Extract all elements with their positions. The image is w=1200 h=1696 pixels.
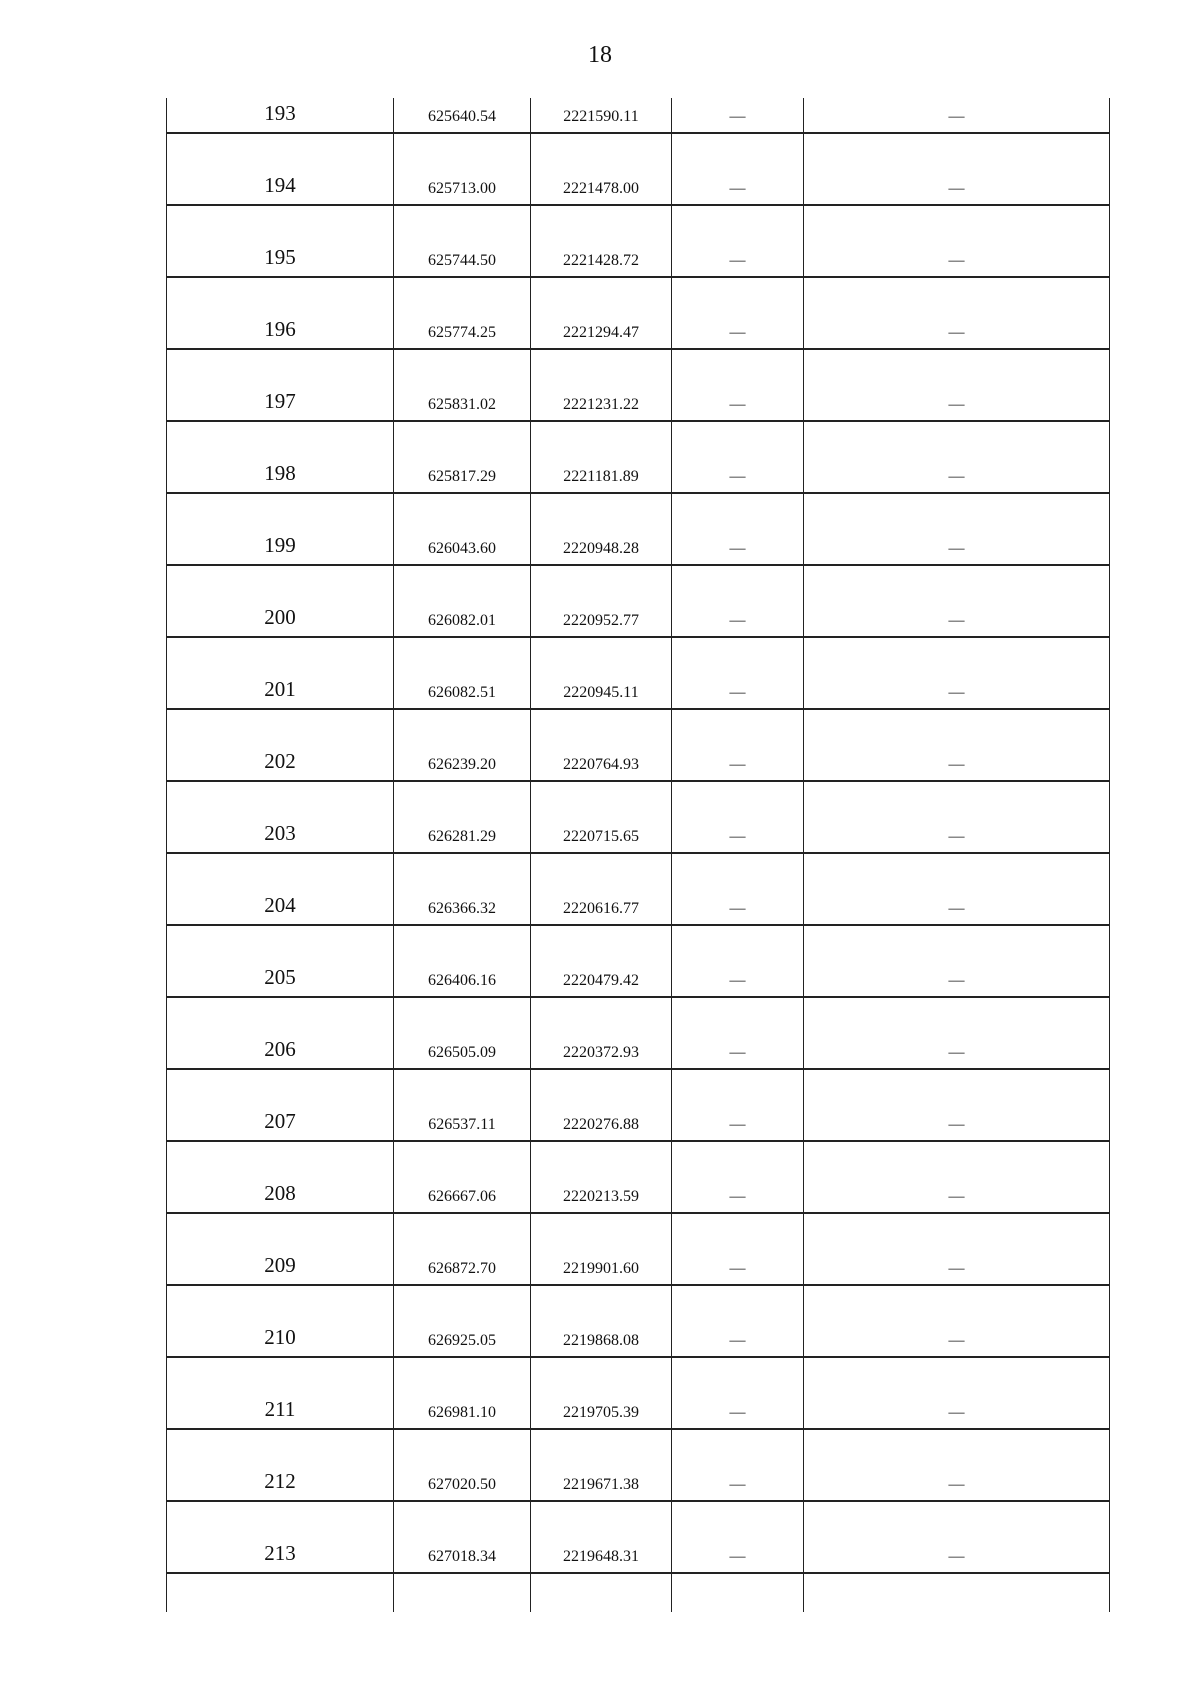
x-coordinate-text: 626981.10 xyxy=(428,1404,496,1421)
y-coordinate-text: 2220715.65 xyxy=(563,828,639,845)
y-coordinate-text: 2221478.00 xyxy=(563,180,639,197)
table-row xyxy=(166,638,1110,710)
dash-mark: — xyxy=(729,1332,746,1349)
y-coordinate-text: 2220213.59 xyxy=(563,1188,639,1205)
x-coordinate-text: 626281.29 xyxy=(428,828,496,845)
x-coordinate-text: 626406.16 xyxy=(428,972,496,989)
dash-mark: — xyxy=(729,1548,746,1565)
dash-mark: — xyxy=(729,540,746,557)
dash-mark: — xyxy=(729,1260,746,1277)
y-coordinate-text: 2221231.22 xyxy=(563,396,639,413)
dash-mark: — xyxy=(948,1116,965,1133)
column-5-cell xyxy=(803,1214,1110,1284)
column-4-cell xyxy=(671,1286,803,1356)
point-number-cell xyxy=(166,926,393,996)
x-coordinate-text: 626366.32 xyxy=(428,900,496,917)
point-number-text: 210 xyxy=(264,1325,296,1349)
table-row xyxy=(166,854,1110,926)
point-number-cell xyxy=(166,278,393,348)
column-4-cell xyxy=(671,710,803,780)
page-number: 18 xyxy=(588,42,612,68)
point-number-text: 194 xyxy=(264,173,296,197)
dash-mark: — xyxy=(729,468,746,485)
x-coordinate-text: 626082.51 xyxy=(428,684,496,701)
column-5-cell xyxy=(803,998,1110,1068)
point-number-text: 195 xyxy=(264,245,296,269)
column-4-cell xyxy=(671,638,803,708)
x-coordinate-cell xyxy=(393,998,530,1068)
point-number-cell xyxy=(166,998,393,1068)
column-4-cell xyxy=(671,782,803,852)
table-row xyxy=(166,350,1110,422)
y-coordinate-text: 2221428.72 xyxy=(563,252,639,269)
dash-mark: — xyxy=(729,252,746,269)
dash-mark: — xyxy=(729,1404,746,1421)
dash-mark: — xyxy=(948,1260,965,1277)
point-number-text: 200 xyxy=(264,605,296,629)
dash-mark: — xyxy=(729,612,746,629)
dash-mark: — xyxy=(948,828,965,845)
x-coordinate-cell xyxy=(393,1358,530,1428)
column-4-cell xyxy=(671,98,803,132)
x-coordinate-text: 626925.05 xyxy=(428,1332,496,1349)
point-number-cell xyxy=(166,1430,393,1500)
y-coordinate-text: 2219671.38 xyxy=(563,1476,639,1493)
column-5-cell xyxy=(803,422,1110,492)
dash-mark: — xyxy=(948,324,965,341)
y-coordinate-text: 2219868.08 xyxy=(563,1332,639,1349)
column-5-cell xyxy=(803,494,1110,564)
table-row xyxy=(166,926,1110,998)
point-number-cell xyxy=(166,782,393,852)
column-5-cell xyxy=(803,638,1110,708)
dash-mark: — xyxy=(948,1476,965,1493)
dash-mark: — xyxy=(948,468,965,485)
dash-mark: — xyxy=(948,1188,965,1205)
y-coordinate-cell xyxy=(530,854,671,924)
x-coordinate-text: 625817.29 xyxy=(428,468,496,485)
column-5-cell xyxy=(803,350,1110,420)
column-4-cell xyxy=(671,566,803,636)
point-number-text: 209 xyxy=(264,1253,296,1277)
x-coordinate-cell xyxy=(393,422,530,492)
empty-cell xyxy=(166,1574,393,1612)
x-coordinate-text: 626043.60 xyxy=(428,540,496,557)
y-coordinate-text: 2221590.11 xyxy=(563,108,639,125)
column-4-cell xyxy=(671,1070,803,1140)
table-row xyxy=(166,1214,1110,1286)
y-coordinate-cell xyxy=(530,350,671,420)
empty-cell xyxy=(393,1574,530,1612)
column-4-cell xyxy=(671,278,803,348)
empty-cell xyxy=(530,1574,671,1612)
y-coordinate-text: 2220479.42 xyxy=(563,972,639,989)
table-row xyxy=(166,710,1110,782)
y-coordinate-text: 2219901.60 xyxy=(563,1260,639,1277)
x-coordinate-text: 627018.34 xyxy=(428,1548,496,1565)
dash-mark: — xyxy=(729,900,746,917)
point-number-cell xyxy=(166,638,393,708)
y-coordinate-cell xyxy=(530,1502,671,1572)
dash-mark: — xyxy=(948,684,965,701)
dash-mark: — xyxy=(729,1476,746,1493)
point-number-text: 201 xyxy=(264,677,296,701)
dash-mark: — xyxy=(729,756,746,773)
point-number-cell xyxy=(166,206,393,276)
dash-mark: — xyxy=(948,1548,965,1565)
column-5-cell xyxy=(803,1070,1110,1140)
point-number-cell xyxy=(166,566,393,636)
y-coordinate-text: 2221181.89 xyxy=(563,468,639,485)
dash-mark: — xyxy=(948,1044,965,1061)
y-coordinate-text: 2220952.77 xyxy=(563,612,639,629)
table-row xyxy=(166,782,1110,854)
x-coordinate-cell xyxy=(393,206,530,276)
point-number-cell xyxy=(166,1502,393,1572)
table-continuation-row xyxy=(166,1574,1110,1612)
point-number-text: 202 xyxy=(264,749,296,773)
y-coordinate-cell xyxy=(530,98,671,132)
empty-cell xyxy=(803,1574,1110,1612)
x-coordinate-text: 625744.50 xyxy=(428,252,496,269)
y-coordinate-cell xyxy=(530,710,671,780)
dash-mark: — xyxy=(948,252,965,269)
point-number-text: 196 xyxy=(264,317,296,341)
dash-mark: — xyxy=(729,180,746,197)
x-coordinate-cell xyxy=(393,278,530,348)
table-row xyxy=(166,1286,1110,1358)
point-number-cell xyxy=(166,134,393,204)
column-5-cell xyxy=(803,1142,1110,1212)
x-coordinate-cell xyxy=(393,134,530,204)
column-4-cell xyxy=(671,1214,803,1284)
x-coordinate-text: 626505.09 xyxy=(428,1044,496,1061)
point-number-cell xyxy=(166,98,393,132)
table-row xyxy=(166,1070,1110,1142)
point-number-text: 213 xyxy=(264,1541,296,1565)
dash-mark: — xyxy=(729,324,746,341)
point-number-cell xyxy=(166,422,393,492)
column-5-cell xyxy=(803,1286,1110,1356)
point-number-cell xyxy=(166,494,393,564)
column-4-cell xyxy=(671,422,803,492)
x-coordinate-cell xyxy=(393,1502,530,1572)
y-coordinate-cell xyxy=(530,278,671,348)
x-coordinate-text: 626537.11 xyxy=(428,1116,496,1133)
column-5-cell xyxy=(803,1358,1110,1428)
x-coordinate-text: 625774.25 xyxy=(428,324,496,341)
x-coordinate-cell xyxy=(393,1070,530,1140)
x-coordinate-cell xyxy=(393,1142,530,1212)
table-row xyxy=(166,1430,1110,1502)
y-coordinate-cell xyxy=(530,998,671,1068)
y-coordinate-cell xyxy=(530,1358,671,1428)
point-number-text: 199 xyxy=(264,533,296,557)
column-5-cell xyxy=(803,782,1110,852)
y-coordinate-text: 2221294.47 xyxy=(563,324,639,341)
table-row xyxy=(166,98,1110,134)
y-coordinate-cell xyxy=(530,1430,671,1500)
y-coordinate-text: 2220276.88 xyxy=(563,1116,639,1133)
point-number-cell xyxy=(166,1214,393,1284)
point-number-cell xyxy=(166,854,393,924)
dash-mark: — xyxy=(729,828,746,845)
x-coordinate-text: 625640.54 xyxy=(428,108,496,125)
dash-mark: — xyxy=(948,612,965,629)
column-4-cell xyxy=(671,854,803,924)
dash-mark: — xyxy=(729,1188,746,1205)
column-4-cell xyxy=(671,1358,803,1428)
column-4-cell xyxy=(671,134,803,204)
column-4-cell xyxy=(671,206,803,276)
dash-mark: — xyxy=(948,540,965,557)
dash-mark: — xyxy=(729,1044,746,1061)
x-coordinate-text: 625713.00 xyxy=(428,180,496,197)
table-row xyxy=(166,134,1110,206)
table-row xyxy=(166,422,1110,494)
table-row xyxy=(166,1358,1110,1430)
x-coordinate-text: 625831.02 xyxy=(428,396,496,413)
x-coordinate-text: 627020.50 xyxy=(428,1476,496,1493)
y-coordinate-cell xyxy=(530,1070,671,1140)
y-coordinate-cell xyxy=(530,206,671,276)
column-5-cell xyxy=(803,98,1110,132)
x-coordinate-cell xyxy=(393,782,530,852)
point-number-cell xyxy=(166,1286,393,1356)
point-number-text: 203 xyxy=(264,821,296,845)
x-coordinate-cell xyxy=(393,98,530,132)
table-row xyxy=(166,566,1110,638)
point-number-text: 211 xyxy=(264,1397,296,1421)
column-4-cell xyxy=(671,1142,803,1212)
y-coordinate-cell xyxy=(530,566,671,636)
x-coordinate-cell xyxy=(393,566,530,636)
y-coordinate-text: 2220616.77 xyxy=(563,900,639,917)
y-coordinate-text: 2219648.31 xyxy=(563,1548,639,1565)
x-coordinate-cell xyxy=(393,494,530,564)
table-row xyxy=(166,206,1110,278)
dash-mark: — xyxy=(948,756,965,773)
y-coordinate-cell xyxy=(530,638,671,708)
column-5-cell xyxy=(803,134,1110,204)
point-number-text: 208 xyxy=(264,1181,296,1205)
column-5-cell xyxy=(803,566,1110,636)
y-coordinate-text: 2220945.11 xyxy=(563,684,639,701)
column-5-cell xyxy=(803,278,1110,348)
point-number-text: 206 xyxy=(264,1037,296,1061)
x-coordinate-text: 626872.70 xyxy=(428,1260,496,1277)
x-coordinate-text: 626667.06 xyxy=(428,1188,496,1205)
table-row xyxy=(166,278,1110,350)
dash-mark: — xyxy=(729,684,746,701)
x-coordinate-text: 626082.01 xyxy=(428,612,496,629)
x-coordinate-cell xyxy=(393,1214,530,1284)
point-number-text: 204 xyxy=(264,893,296,917)
y-coordinate-text: 2220764.93 xyxy=(563,756,639,773)
dash-mark: — xyxy=(948,900,965,917)
column-5-cell xyxy=(803,1430,1110,1500)
column-4-cell xyxy=(671,1502,803,1572)
x-coordinate-cell xyxy=(393,638,530,708)
column-4-cell xyxy=(671,1430,803,1500)
x-coordinate-cell xyxy=(393,350,530,420)
point-number-cell xyxy=(166,350,393,420)
column-5-cell xyxy=(803,1502,1110,1572)
y-coordinate-cell xyxy=(530,1214,671,1284)
x-coordinate-cell xyxy=(393,854,530,924)
dash-mark: — xyxy=(948,1332,965,1349)
y-coordinate-text: 2220948.28 xyxy=(563,540,639,557)
x-coordinate-cell xyxy=(393,710,530,780)
column-5-cell xyxy=(803,206,1110,276)
column-4-cell xyxy=(671,350,803,420)
empty-cell xyxy=(671,1574,803,1612)
point-number-text: 197 xyxy=(264,389,296,413)
dash-mark: — xyxy=(729,1116,746,1133)
column-4-cell xyxy=(671,926,803,996)
dash-mark: — xyxy=(729,396,746,413)
dash-mark: — xyxy=(729,972,746,989)
y-coordinate-text: 2220372.93 xyxy=(563,1044,639,1061)
y-coordinate-cell xyxy=(530,1286,671,1356)
dash-mark: — xyxy=(948,1404,965,1421)
dash-mark: — xyxy=(948,108,965,125)
point-number-cell xyxy=(166,1358,393,1428)
column-5-cell xyxy=(803,926,1110,996)
dash-mark: — xyxy=(948,972,965,989)
point-number-text: 193 xyxy=(264,101,296,125)
y-coordinate-cell xyxy=(530,134,671,204)
y-coordinate-cell xyxy=(530,782,671,852)
column-5-cell xyxy=(803,710,1110,780)
dash-mark: — xyxy=(948,180,965,197)
y-coordinate-cell xyxy=(530,926,671,996)
x-coordinate-cell xyxy=(393,1286,530,1356)
coordinate-table xyxy=(166,98,1110,1612)
column-5-cell xyxy=(803,854,1110,924)
point-number-text: 212 xyxy=(264,1469,296,1493)
x-coordinate-cell xyxy=(393,926,530,996)
y-coordinate-cell xyxy=(530,422,671,492)
table-row xyxy=(166,1142,1110,1214)
table-row xyxy=(166,998,1110,1070)
point-number-cell xyxy=(166,710,393,780)
y-coordinate-cell xyxy=(530,494,671,564)
dash-mark: — xyxy=(948,396,965,413)
x-coordinate-text: 626239.20 xyxy=(428,756,496,773)
dash-mark: — xyxy=(729,108,746,125)
y-coordinate-text: 2219705.39 xyxy=(563,1404,639,1421)
point-number-cell xyxy=(166,1070,393,1140)
column-4-cell xyxy=(671,494,803,564)
point-number-text: 207 xyxy=(264,1109,296,1133)
x-coordinate-cell xyxy=(393,1430,530,1500)
point-number-cell xyxy=(166,1142,393,1212)
point-number-text: 205 xyxy=(264,965,296,989)
y-coordinate-cell xyxy=(530,1142,671,1212)
point-number-text: 198 xyxy=(264,461,296,485)
table-row xyxy=(166,1502,1110,1574)
column-4-cell xyxy=(671,998,803,1068)
table-row xyxy=(166,494,1110,566)
